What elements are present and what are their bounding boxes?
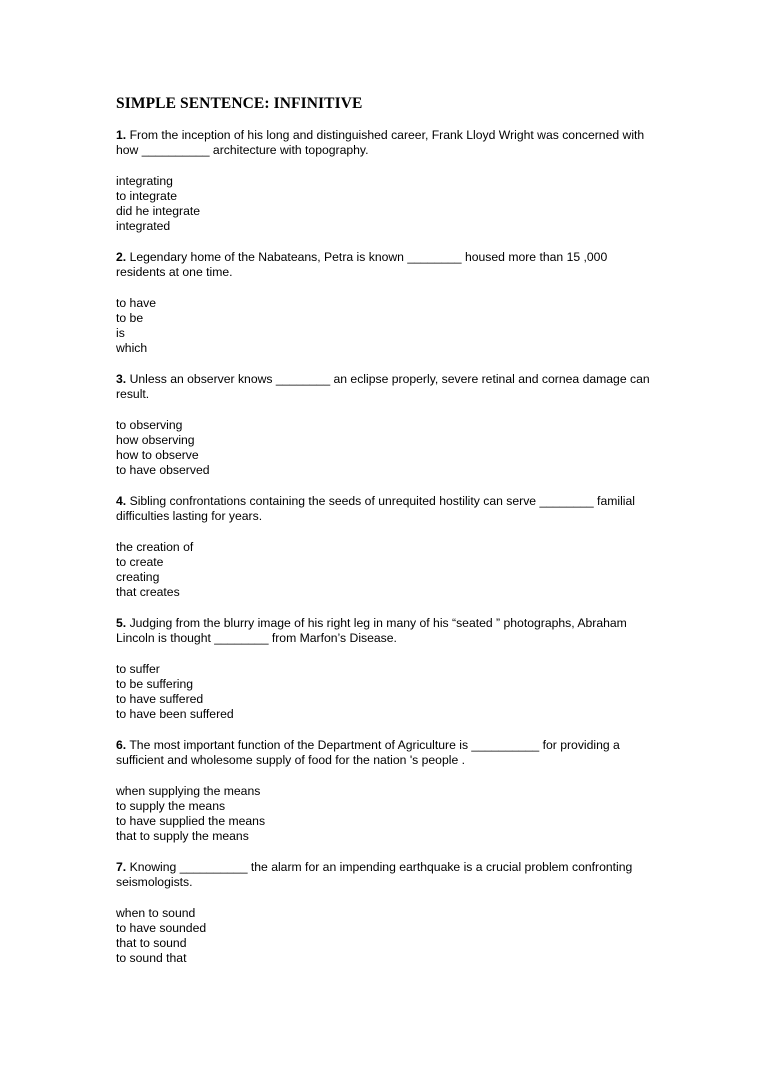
question-number: 6. xyxy=(116,738,127,752)
answer-option: how to observe xyxy=(116,448,199,462)
answer-option: to have been suffered xyxy=(116,707,234,721)
question-text: The most important function of the Department of Agriculture is __________ for providing a sufficient and wholesome supply of food for the nation 's people . xyxy=(116,738,620,767)
question-text: Legendary home of the Nabateans, Petra is known ________ housed more than 15 ,000 residents at one time. xyxy=(116,250,608,279)
question-stem xyxy=(116,494,656,524)
answer-option: to be xyxy=(116,311,144,325)
question-number: 1. xyxy=(116,128,127,142)
answer-option: that to supply the means xyxy=(116,829,249,843)
question-stem xyxy=(116,860,656,890)
question-text: Knowing __________ the alarm for an impending earthquake is a crucial problem confronting seismologists. xyxy=(116,860,633,889)
answer-option: to sound that xyxy=(116,951,187,965)
question-3 xyxy=(116,372,656,478)
question-stem xyxy=(116,616,656,646)
answer-option: to create xyxy=(116,555,164,569)
answer-option: creating xyxy=(116,570,160,584)
question-1 xyxy=(116,128,656,234)
question-4 xyxy=(116,494,656,600)
answer-options xyxy=(116,540,656,600)
question-7 xyxy=(116,860,656,966)
answer-option: to be suffering xyxy=(116,677,194,691)
answer-options xyxy=(116,906,656,966)
answer-option: integrated xyxy=(116,219,171,233)
page-title: SIMPLE SENTENCE: INFINITIVE xyxy=(116,95,363,112)
question-2 xyxy=(116,250,656,356)
answer-option: which xyxy=(116,341,148,355)
question-6 xyxy=(116,738,656,844)
question-list xyxy=(116,128,656,966)
answer-option: the creation of xyxy=(116,540,194,554)
question-text: Sibling confrontations containing the seeds of unrequited hostility can serve ________ familial difficulties lasting for years. xyxy=(116,494,635,523)
answer-options xyxy=(116,418,656,478)
answer-options xyxy=(116,296,656,356)
answer-option: to supply the means xyxy=(116,799,226,813)
answer-option: is xyxy=(116,326,125,340)
question-number: 3. xyxy=(116,372,127,386)
question-number: 2. xyxy=(116,250,127,264)
question-text: Unless an observer knows ________ an eclipse properly, severe retinal and cornea damage can result. xyxy=(116,372,650,401)
answer-option: to have suffered xyxy=(116,692,204,706)
answer-option: when supplying the means xyxy=(116,784,261,798)
answer-options xyxy=(116,662,656,722)
answer-option: did he integrate xyxy=(116,204,201,218)
answer-option: to suffer xyxy=(116,662,160,676)
document-page xyxy=(116,94,656,982)
question-number: 5. xyxy=(116,616,127,630)
question-number: 4. xyxy=(116,494,127,508)
answer-option: integrating xyxy=(116,174,173,188)
answer-option: that creates xyxy=(116,585,180,599)
question-stem xyxy=(116,372,656,402)
question-text: From the inception of his long and distinguished career, Frank Lloyd Wright was concerned with how __________ architecture with topography. xyxy=(116,128,645,157)
question-stem xyxy=(116,738,656,768)
question-number: 7. xyxy=(116,860,127,874)
answer-option: that to sound xyxy=(116,936,187,950)
question-stem xyxy=(116,128,656,158)
question-stem xyxy=(116,250,656,280)
answer-option: to have xyxy=(116,296,156,310)
answer-option: to have observed xyxy=(116,463,210,477)
question-5 xyxy=(116,616,656,722)
answer-option: to have supplied the means xyxy=(116,814,266,828)
answer-option: to have sounded xyxy=(116,921,207,935)
question-text: Judging from the blurry image of his right leg in many of his “seated ” photographs, Abraham Lincoln is thought ________ from Marfon’s Disease. xyxy=(116,616,627,645)
answer-options xyxy=(116,174,656,234)
answer-option: to integrate xyxy=(116,189,177,203)
answer-option: when to sound xyxy=(116,906,196,920)
answer-option: to observing xyxy=(116,418,183,432)
answer-option: how observing xyxy=(116,433,195,447)
answer-options xyxy=(116,784,656,844)
